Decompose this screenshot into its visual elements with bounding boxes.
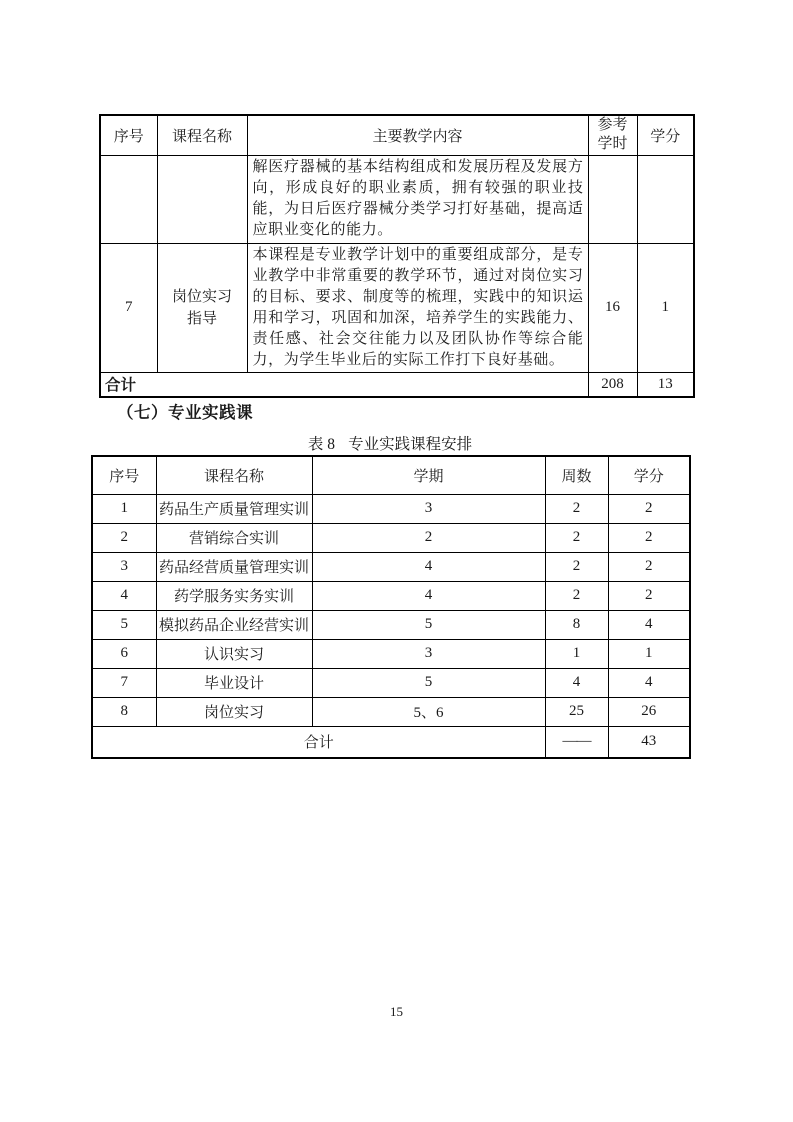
table2-caption-title: 专业实践课程安排 (348, 436, 473, 453)
cell-semester: 4 (312, 581, 545, 610)
cell-course: 药品经营质量管理实训 (156, 552, 312, 581)
cell-credits: 2 (608, 523, 690, 552)
table-row (92, 639, 690, 668)
table-row (92, 668, 690, 697)
table-row (92, 523, 690, 552)
cell-course: 药学服务实务实训 (156, 581, 312, 610)
cell-credits: 4 (608, 610, 690, 639)
cell-course: 认识实习 (156, 639, 312, 668)
table1-cell-hours (588, 155, 637, 243)
table2-total-label: 合计 (92, 726, 545, 758)
cell-semester: 3 (312, 494, 545, 523)
table1-total-row (100, 372, 694, 397)
table1-total-label: 合计 (100, 372, 588, 397)
cell-seq: 5 (92, 610, 156, 639)
cell-course: 药品生产质量管理实训 (156, 494, 312, 523)
cell-weeks: 2 (545, 494, 608, 523)
table2-header-credits: 学分 (608, 456, 690, 494)
cell-semester: 5、6 (312, 697, 545, 726)
cell-seq: 8 (92, 697, 156, 726)
cell-credits: 26 (608, 697, 690, 726)
table1-cell-credits (637, 155, 694, 243)
table2-total-credits: 43 (608, 726, 690, 758)
table-row (92, 697, 690, 726)
table1-cell-credits: 1 (637, 243, 694, 372)
cell-weeks: 2 (545, 552, 608, 581)
cell-weeks: 4 (545, 668, 608, 697)
table2-total-weeks-dash: —— (545, 726, 608, 758)
table1-header-content: 主要教学内容 (247, 115, 588, 155)
teaching-content-table (99, 114, 695, 398)
cell-credits: 4 (608, 668, 690, 697)
cell-course: 岗位实习 (156, 697, 312, 726)
cell-seq: 6 (92, 639, 156, 668)
table-row (92, 552, 690, 581)
cell-semester: 2 (312, 523, 545, 552)
table2-caption-number: 表 8 (307, 436, 336, 453)
cell-weeks: 8 (545, 610, 608, 639)
cell-course: 毕业设计 (156, 668, 312, 697)
cell-semester: 4 (312, 552, 545, 581)
practice-course-table (91, 455, 691, 759)
table1-cell-content: 解医疗器械的基本结构组成和发展历程及发展方向，形成良好的职业素质，拥有较强的职业技能，为日后医疗器械分类学习打好基础，提高适应职业变化的能力。 (247, 155, 588, 243)
table1-header-row (100, 115, 694, 155)
table2-header-course: 课程名称 (156, 456, 312, 494)
cell-credits: 2 (608, 552, 690, 581)
cell-seq: 7 (92, 668, 156, 697)
cell-semester: 5 (312, 668, 545, 697)
table1-cell-hours: 16 (588, 243, 637, 372)
table1-header-seq: 序号 (100, 115, 157, 155)
table-row (92, 494, 690, 523)
cell-seq: 4 (92, 581, 156, 610)
table-row (92, 610, 690, 639)
cell-seq: 2 (92, 523, 156, 552)
table1-header-course: 课程名称 (157, 115, 247, 155)
table1-header-hours: 参考学时 (588, 115, 637, 155)
table1-row-7 (100, 243, 694, 372)
cell-semester: 5 (312, 610, 545, 639)
section-heading: （七）专业实践课 (117, 403, 253, 422)
table1-cell-course (157, 155, 247, 243)
table1-total-credits: 13 (637, 372, 694, 397)
cell-course: 营销综合实训 (156, 523, 312, 552)
table2-header-row (92, 456, 690, 494)
table-row (92, 581, 690, 610)
cell-seq: 3 (92, 552, 156, 581)
table2-total-row (92, 726, 690, 758)
table2-header-weeks: 周数 (545, 456, 608, 494)
cell-weeks: 2 (545, 581, 608, 610)
table1-cell-course: 岗位实习指导 (157, 243, 247, 372)
table1-cell-content: 本课程是专业教学计划中的重要组成部分，是专业教学中非常重要的教学环节，通过对岗位实习的目标、要求、制度等的梳理，实践中的知识运用和学习，巩固和加深，培养学生的实践能力、责任感、社会交往能力以及团队协作等综合能力，为学生毕业后的实际工作打下良好基础。 (247, 243, 588, 372)
cell-credits: 2 (608, 494, 690, 523)
cell-weeks: 1 (545, 639, 608, 668)
table2-header-semester: 学期 (312, 456, 545, 494)
page-number: 15 (390, 1004, 403, 1019)
table2-header-seq: 序号 (92, 456, 156, 494)
cell-semester: 3 (312, 639, 545, 668)
cell-weeks: 2 (545, 523, 608, 552)
cell-credits: 2 (608, 581, 690, 610)
table1-continuation-row (100, 155, 694, 243)
cell-seq: 1 (92, 494, 156, 523)
table1-cell-seq (100, 155, 157, 243)
cell-credits: 1 (608, 639, 690, 668)
table2-caption (91, 432, 689, 454)
cell-weeks: 25 (545, 697, 608, 726)
table1-cell-seq: 7 (100, 243, 157, 372)
table1-header-credits: 学分 (637, 115, 694, 155)
table1-total-hours: 208 (588, 372, 637, 397)
cell-course: 模拟药品企业经营实训 (156, 610, 312, 639)
